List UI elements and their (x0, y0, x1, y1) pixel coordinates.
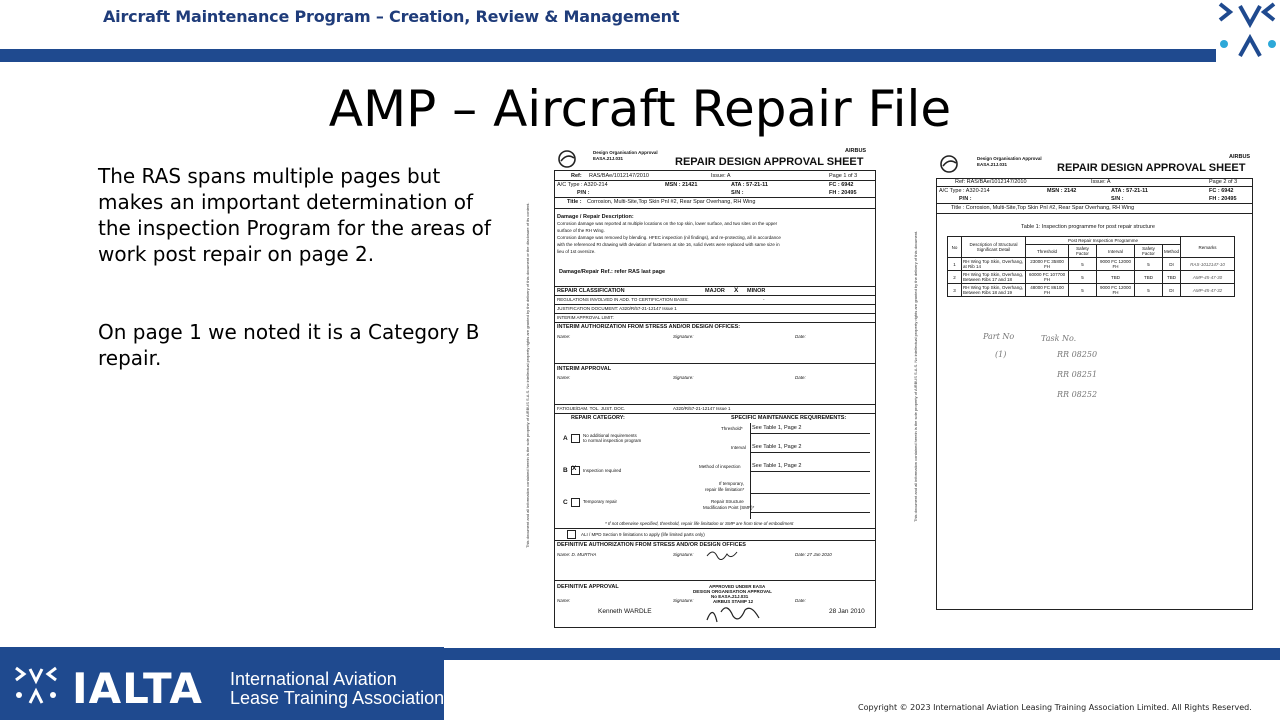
fc: FC : 6942 (1209, 188, 1234, 194)
table-group-header: Post Repair Inspection Programme (1026, 237, 1181, 245)
ata: ATA : 57-21-11 (1111, 188, 1148, 194)
doa-label: Design Organisation Approval (593, 150, 658, 155)
method-value: See Table 1, Page 2 (752, 463, 802, 469)
sn: S/N : (731, 190, 744, 196)
justification: JUSTIFICATION DOCUMENT: A320/R/57-21-12147 Issue 1 (557, 306, 677, 311)
repair-category-label: REPAIR CATEGORY: (571, 415, 625, 421)
major-label: MAJOR (705, 288, 725, 294)
signature-label: Signature: (673, 334, 694, 339)
method-label: Method of inspection (699, 464, 741, 469)
table-cell: 5 (1069, 258, 1097, 271)
smp-label: Repair Structure (711, 499, 744, 504)
category-a-label: A (563, 435, 568, 442)
table-cell: 5 (1135, 258, 1163, 271)
doa-label: Design Organisation Approval (977, 156, 1042, 161)
header-title: Aircraft Maintenance Program – Creation, Review & Management (103, 7, 680, 26)
stamp-line: DESIGN ORGANISATION APPROVAL (693, 589, 772, 594)
category-c-label: C (563, 499, 568, 506)
table-row (948, 284, 1235, 297)
damage-heading: Damage / Repair Description: (557, 214, 634, 220)
classification-label: REPAIR CLASSIFICATION (557, 288, 625, 294)
handwritten-note: RR 08252 (1057, 390, 1098, 399)
definitive-name: Name: D. MURTHA (557, 552, 597, 557)
ac-type: A/C Type : A320-214 (557, 182, 608, 188)
airbus-logo-icon (939, 154, 959, 174)
stamp-line: AIRBUS STAMP 12 (713, 599, 754, 604)
minor-label: MINOR (747, 288, 766, 294)
table-cell: TBD (1162, 271, 1180, 284)
ali-mpd-checkbox (567, 530, 576, 539)
footnote: * If not otherwise specified, threshold, repair life limitation or SMP are from time of embodiment (605, 521, 794, 526)
body-paragraph-ras: The RAS spans multiple pages but makes an important determination of the inspection Program for the areas of work post repair on page 2. (98, 164, 491, 266)
interim-approval-label: INTERIM APPROVAL (557, 366, 612, 372)
definitive-signature-label: Signature: (673, 552, 694, 557)
table-cell: 9000 FC 12000 FH (1096, 284, 1134, 297)
doa-ref: EASA.21J.031 (593, 156, 624, 161)
category-c-text: Temporary repair (583, 499, 618, 504)
fatigue-value: A320/R/57-21-12147 Issue 1 (673, 406, 731, 411)
table-cell: TBD (1096, 271, 1134, 284)
top-band (0, 49, 1280, 62)
interim-limit: INTERIM APPROVAL LIMIT: (557, 315, 614, 320)
category-c-checkbox (571, 498, 580, 507)
category-b-label: B (563, 467, 568, 474)
table-cell: 5 (1135, 284, 1163, 297)
issue-value: Issue: A (1091, 179, 1111, 185)
table-cell: 2 (948, 271, 962, 284)
name-label: Name: (557, 334, 571, 339)
table-cell: 5 (1069, 284, 1097, 297)
issue-value: Issue: A (711, 173, 731, 179)
pn: P/N : (959, 196, 972, 202)
signature-scribble-icon (705, 546, 739, 562)
damage-line: lieu of 1st oversize. (557, 249, 596, 254)
threshold-label: Threshold* (721, 426, 743, 431)
regulations-value: - (763, 297, 765, 302)
inspection-programme-table (947, 236, 1235, 297)
sn: S/N : (1111, 196, 1124, 202)
table-header: Description of Structural Significant Detail (962, 237, 1026, 258)
fc: FC : 6942 (829, 182, 854, 188)
handwritten-note: RR 08250 (1057, 350, 1098, 359)
table-header: No (948, 237, 962, 258)
table-cell: RH Wing Top Skin, Overhang, Between Ribs 17 and 18 (962, 271, 1026, 284)
category-a-checkbox (571, 434, 580, 443)
table-cell: RH Wing Top Skin, Overhang, Between Ribs 18 and 19 (962, 284, 1026, 297)
title-value: Title : Corrosion, Multi-Site,Top Skin Pnl #2, Rear Spar Overhang, RH Wing (951, 205, 1135, 211)
table-row (948, 258, 1235, 271)
table-cell: RAS-1012147-10 (1181, 258, 1235, 271)
title-label: Title : (567, 199, 582, 205)
table-cell: RH Wing Top Skin, Overhang, at Rib 14 (962, 258, 1026, 271)
smp-label: Modification Point (SMP)* (703, 505, 755, 510)
repair-approval-sheet-page-1 (525, 148, 878, 629)
doa-ref: EASA.21J.031 (977, 162, 1008, 167)
airbus-label: AIRBUS (1229, 154, 1251, 160)
category-a-text: No additional requirements (583, 433, 637, 438)
damage-line: with the referenced RI drawing with deviation of fasteners at site 16, solid rivets were replaced with same size in (557, 242, 780, 247)
category-b-text: Inspection required (583, 468, 622, 473)
name-label: Name: (557, 375, 571, 380)
org-name-line1: International Aviation (230, 669, 397, 689)
table-header: Remarks (1181, 237, 1235, 258)
pn: P/N : (577, 190, 590, 196)
regulations-label: REGULATIONS INVOLVED IN ADD. TO CERTIFICATION BASIS: (557, 297, 689, 302)
fatigue-label: FATIGUE/DAM. TOL. JUST. DOC. (557, 406, 626, 411)
ialta-mark-icon (14, 665, 58, 707)
category-a-text: to normal inspection program (583, 438, 642, 443)
damage-ref: Damage/Repair Ref.: refer RAS last page (559, 269, 666, 275)
legal-side-text: This document and all information contained herein is the sole property of AIRBUS S.A.S. No intellectual property rights are granted by the delivery of this document. (913, 230, 918, 522)
fh: FH : 20495 (829, 190, 857, 196)
table-cell: DI (1162, 258, 1180, 271)
handwritten-note: RR 08251 (1057, 370, 1098, 379)
legal-side-text: This document and all information contained herein is the sole property of AIRBUS S.A.S. No intellectual property rights are granted by the delivery of this document or the disclosure of its content. (525, 202, 530, 548)
ref-value: Ref: RAS/BAe/1012147/2010 (955, 179, 1027, 185)
damage-line: Corrosion damage was reported at multiple locations on the top skin, lower surface, and two sites on the upper (557, 221, 778, 226)
category-b-check-mark: X (572, 465, 577, 472)
table-cell: 1 (948, 258, 962, 271)
date-label: Date: (795, 334, 806, 339)
copyright-notice: Copyright © 2023 International Aviation Leasing Training Association Limited. All Rights Reserved. (858, 703, 1252, 712)
date-label: Date: (795, 375, 806, 380)
msn: MSN : 21421 (665, 182, 698, 188)
temporary-label: If temporary, (719, 481, 744, 486)
damage-line: surface of the RH Wing. (557, 228, 605, 233)
fh: FH : 20495 (1209, 196, 1237, 202)
specific-requirements-label: SPECIFIC MAINTENANCE REQUIREMENTS: (731, 415, 847, 421)
table-cell: TBD (1135, 271, 1163, 284)
ali-mpd-label: ALI / MPD Section 9 limitations to apply (life limited parts only) (581, 532, 705, 537)
table-cell: AMP-45-47-30 (1181, 271, 1235, 284)
page-number: Page 1 of 3 (829, 173, 858, 179)
stamp-line: APPROVED UNDER EASA (709, 584, 766, 589)
table-cell: 5 (1069, 271, 1097, 284)
table-header: Safety Factor (1135, 245, 1163, 258)
handwritten-note: Part No (983, 332, 1015, 341)
ref-label: Ref: (571, 173, 582, 179)
title-value: Corrosion, Multi-Site,Top Skin Pnl #2, Rear Spar Overhang, RH Wing (587, 199, 756, 205)
table-header: Safety Factor (1069, 245, 1097, 258)
name-label: Name: (557, 598, 571, 603)
sheet-heading: REPAIR DESIGN APPROVAL SHEET (675, 156, 864, 168)
threshold-value: See Table 1, Page 2 (752, 425, 802, 431)
ialta-mark-icon (1216, 0, 1280, 62)
definitive-approval-label: DEFINITIVE APPROVAL (557, 584, 619, 590)
approver-name: Kenneth WARDLE (598, 608, 652, 615)
slide-title: AMP – Aircraft Repair File (328, 80, 952, 138)
interval-label: Interval (731, 445, 746, 450)
table-row (948, 271, 1235, 284)
org-name-line2: Lease Training Association (230, 688, 445, 708)
repair-approval-sheet-page-2 (913, 152, 1254, 612)
table-header: Threshold (1026, 245, 1069, 258)
handwritten-note: (1) (995, 350, 1007, 359)
table-cell: 60000 FC 107700 FH (1026, 271, 1069, 284)
table-cell: DI (1162, 284, 1180, 297)
table-header: Interval (1096, 245, 1134, 258)
major-x-mark: X (734, 287, 739, 294)
ref-value: RAS/BAe/1012147/2010 (589, 173, 649, 179)
table-header: Method (1162, 245, 1180, 258)
sheet-heading: REPAIR DESIGN APPROVAL SHEET (1057, 162, 1246, 174)
table-cell: 23000 FC 35800 FH (1026, 258, 1069, 271)
table-cell: 9000 FC 12000 FH (1096, 258, 1134, 271)
signature-label: Signature: (673, 598, 694, 603)
approval-date: 28 Jan 2010 (829, 608, 865, 615)
table-cell: 3 (948, 284, 962, 297)
definitive-auth-label: DEFINITIVE AUTHORIZATION FROM STRESS AND/OR DESIGN OFFICES (557, 542, 746, 548)
page-number: Page 2 of 3 (1209, 179, 1238, 185)
table-caption: Table 1: Inspection programme for post repair structure (1021, 224, 1155, 230)
signature-label: Signature: (673, 375, 694, 380)
definitive-date: Date: 27 Jan 2010 (795, 552, 832, 557)
interim-auth-label: INTERIM AUTHORIZATION FROM STRESS AND/OR DESIGN OFFICES: (557, 324, 741, 330)
ac-type: A/C Type : A320-214 (939, 188, 990, 194)
interval-value: See Table 1, Page 2 (752, 444, 802, 450)
approver-signature-icon (703, 600, 767, 626)
table-cell: AMP-45-47-32 (1181, 284, 1235, 297)
body-paragraph-category: On page 1 we noted it is a Category B repair. (98, 320, 480, 370)
airbus-logo-icon (557, 149, 577, 169)
date-label: Date: (795, 598, 806, 603)
ata: ATA : 57-21-11 (731, 182, 768, 188)
stamp-line: No EASA.21J.031 (711, 594, 749, 599)
temporary-label: repair life limitation* (705, 487, 745, 492)
msn: MSN : 2142 (1047, 188, 1077, 194)
airbus-label: AIRBUS (845, 148, 867, 154)
ialta-wordmark: IALTA (72, 664, 203, 713)
damage-line: Corrosion damage was removed by blending. HFEC inspection (nil findings), and re-protecting, all in accordance (557, 235, 781, 240)
table-cell: 48000 FC 86100 FH (1026, 284, 1069, 297)
handwritten-note: Task No. (1041, 334, 1077, 343)
